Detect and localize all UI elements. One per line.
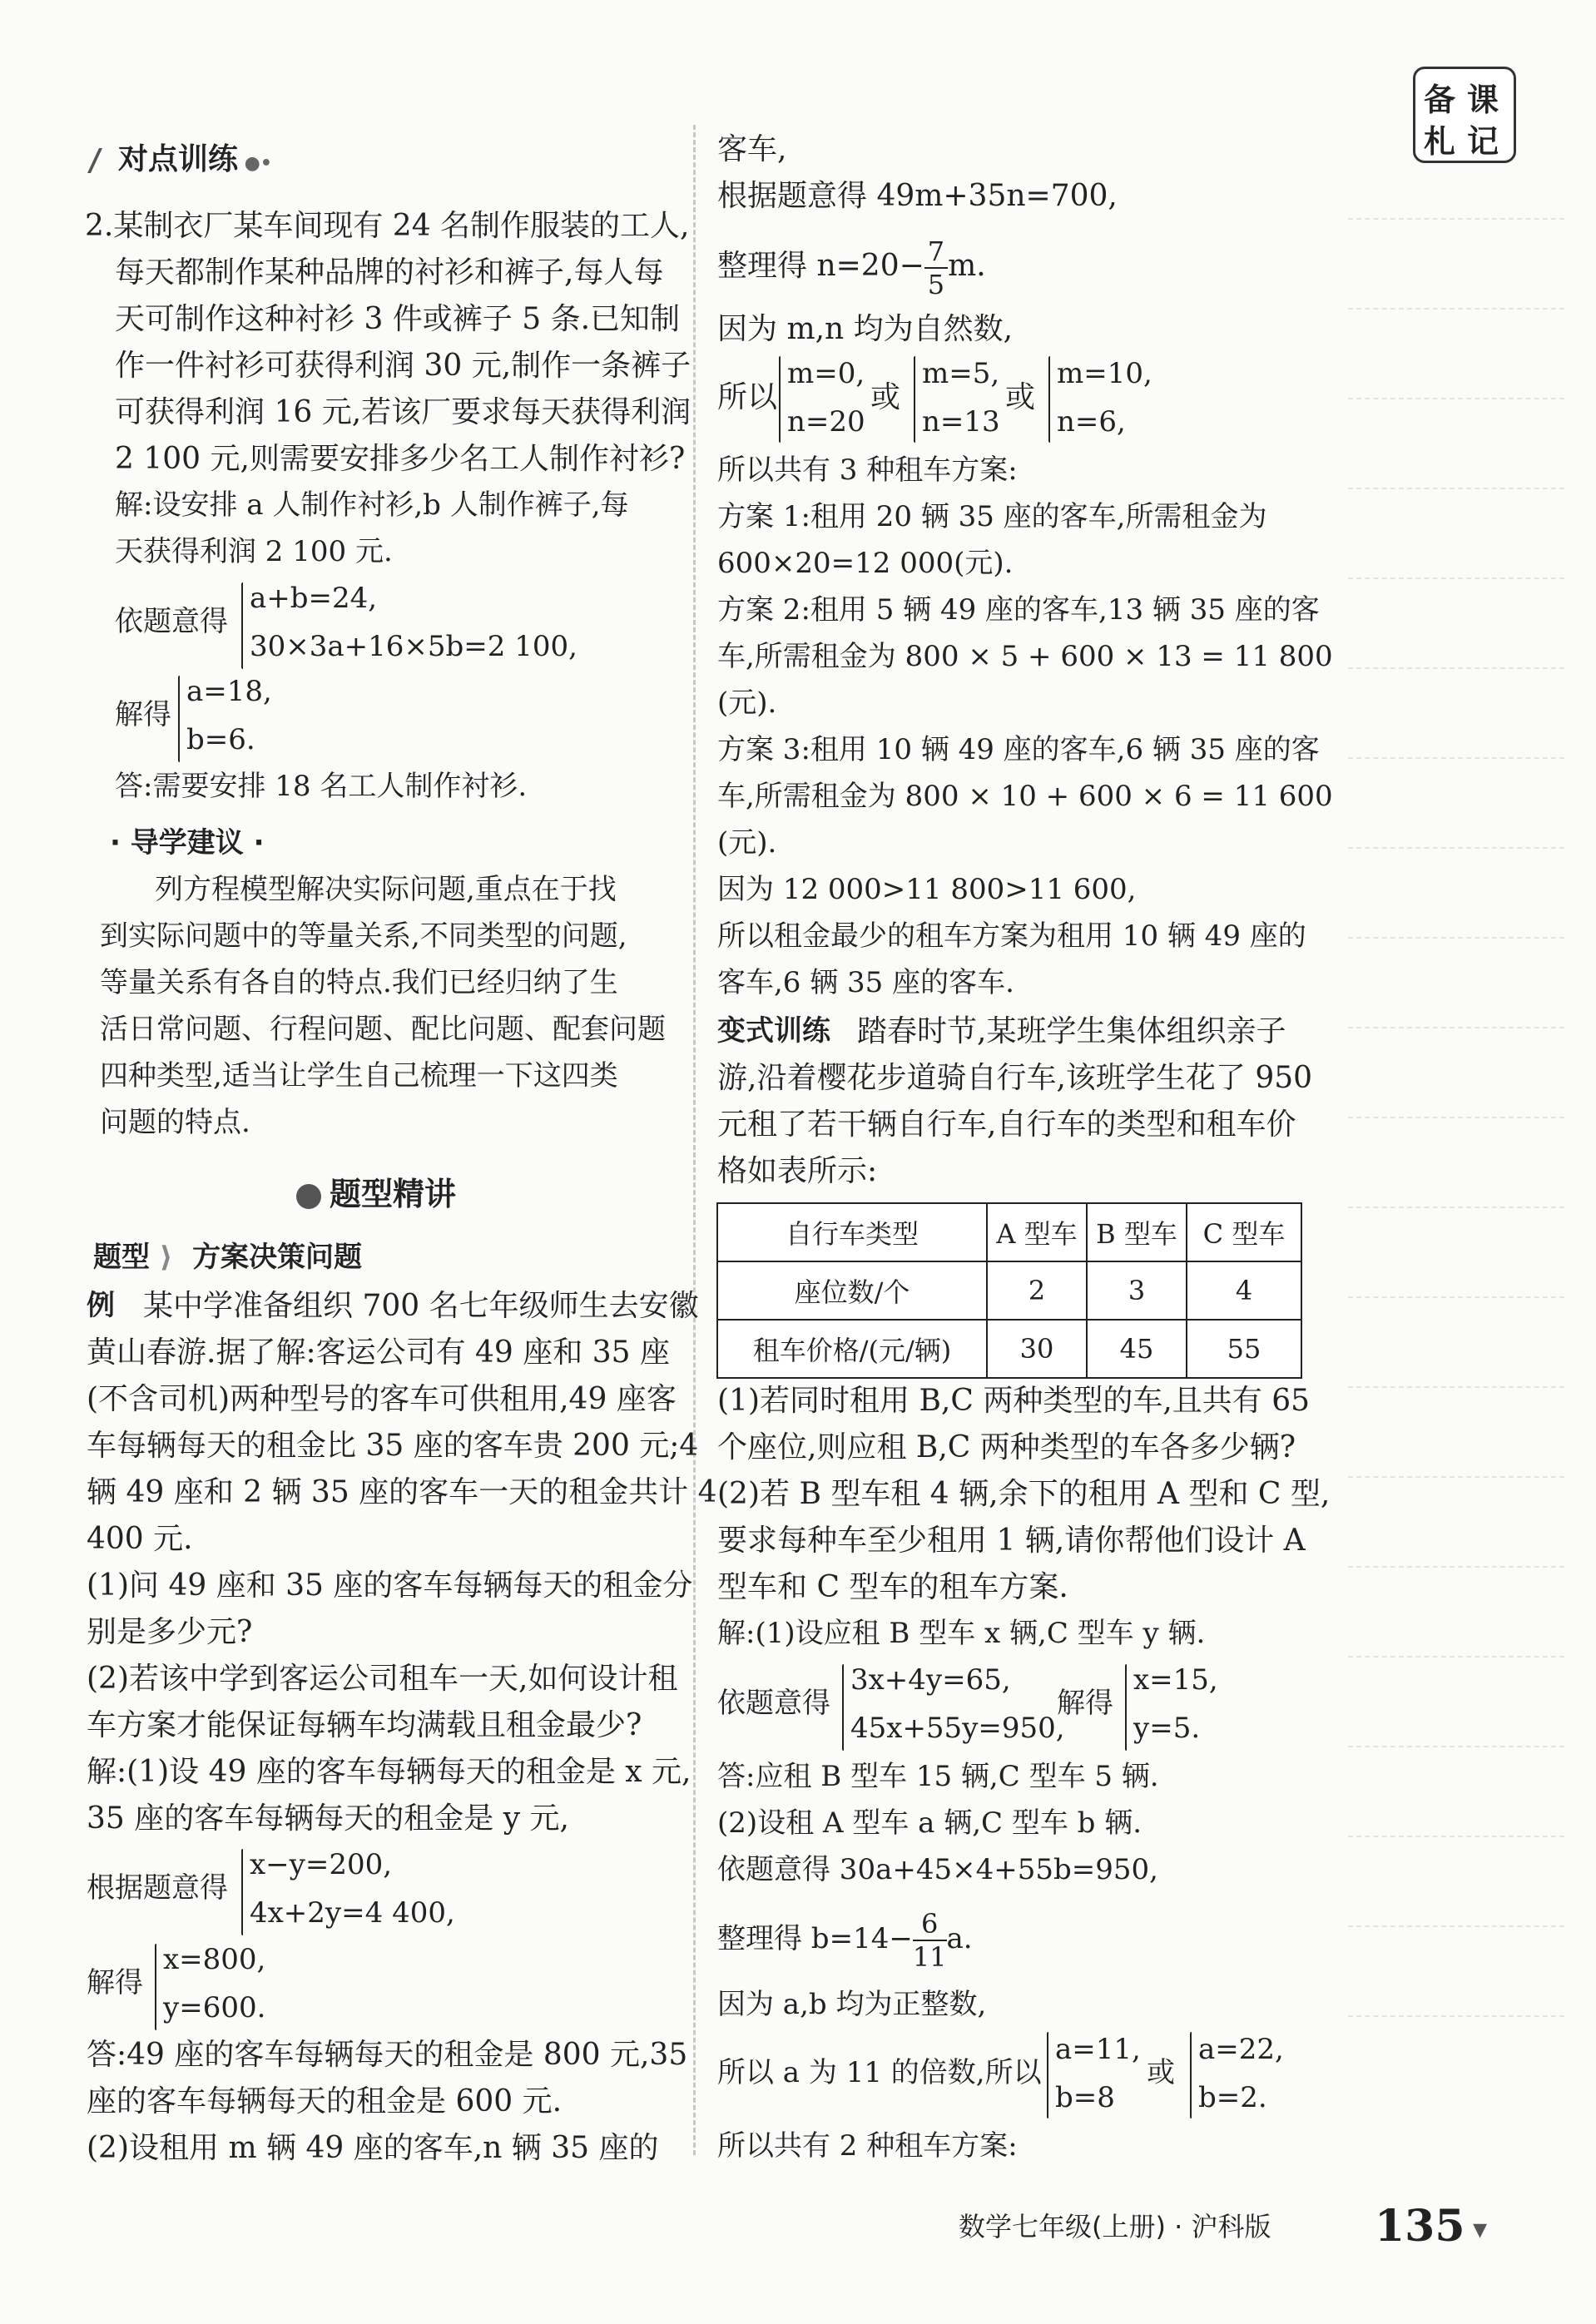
logo-char: 札: [1424, 123, 1456, 160]
example-line: 黄山春游.据了解:客运公司有 49 座和 35 座: [87, 1335, 670, 1370]
guide-line: 问题的特点.: [100, 1106, 250, 1139]
system-label: 根据题意得: [87, 1871, 228, 1905]
solution-line: 依题意得 30a+45×4+55b=950,: [717, 1853, 1158, 1886]
pencil-icon: [87, 148, 117, 173]
equation: b=6.: [186, 723, 255, 756]
equation: x−y=200,: [250, 1848, 393, 1881]
answer-line: 座的客车每辆每天的租金是 600 元.: [87, 2084, 563, 2118]
problem2-line: 可获得利润 16 元,若该厂要求每天获得利润: [115, 395, 691, 429]
guide-line: 到实际问题中的等量关系,不同类型的问题,: [100, 919, 627, 953]
table-row: [717, 1261, 1301, 1320]
type-heading: 题型 ⟩ 方案决策问题: [93, 1241, 363, 1274]
fraction: [912, 1908, 947, 1973]
example-line: 解:(1)设 49 座的客车每辆每天的租金是 x 元,: [87, 1755, 691, 1789]
table-cell: A 型车: [987, 1203, 1087, 1261]
question-line: 个座位,则应租 B,C 两种类型的车各多少辆?: [717, 1430, 1296, 1464]
table-cell: 座位数/个: [717, 1261, 987, 1320]
plan-line: 客车,6 辆 35 座的客车.: [717, 966, 1014, 999]
brace: [155, 1944, 156, 2030]
problem2-line: 每天都制作某种品牌的衬衫和裤子,每人每: [115, 255, 664, 290]
fraction: [924, 235, 948, 300]
system-label: 依题意得: [115, 605, 228, 638]
example-line: (不含司机)两种型号的客车可供租用,49 座客: [87, 1382, 677, 1416]
answer-line: 答:需要安排 18 名工人制作衬衫.: [115, 770, 528, 803]
table-cell: 55: [1187, 1320, 1301, 1378]
solution-line: (2)设租用 m 辆 49 座的客车,n 辆 35 座的: [87, 2131, 659, 2165]
equation: 30×3a+16×5b=2 100,: [250, 630, 577, 663]
logo-char: 记: [1467, 123, 1499, 160]
equation: a=22,: [1198, 2033, 1284, 2066]
equation: a=18,: [186, 675, 272, 708]
section-icon: [296, 1184, 321, 1209]
logo-char: 课: [1467, 82, 1499, 118]
solution-line: 因为 m,n 均为自然数,: [717, 312, 1014, 346]
brace: [914, 356, 915, 443]
brace: [178, 676, 180, 762]
example-line: 车每辆每天的租金比 35 座的客车贵 200 元;4: [87, 1429, 699, 1463]
problem2-line: 天可制作这种衬衫 3 件或裤子 5 条.已知制: [115, 302, 681, 336]
system-label: 所以 a 为 11 的倍数,所以: [717, 2056, 1042, 2089]
table-cell: 2: [987, 1261, 1087, 1320]
variant-line: 格如表所示:: [717, 1154, 878, 1188]
fraction-suffix: m.: [948, 249, 986, 283]
fraction-line: [717, 1908, 973, 1973]
equation: 45x+55y=950,: [850, 1712, 1065, 1745]
numerator: 7: [924, 238, 948, 269]
brace: [1048, 356, 1050, 443]
example-label: 例: [87, 1289, 115, 1322]
solution-line: (2)设租 A 型车 a 辆,C 型车 b 辆.: [717, 1806, 1142, 1840]
plan-line: 所以共有 3 种租车方案:: [717, 453, 1018, 487]
guide-heading: · 导学建议 ·: [110, 826, 265, 860]
plan-line: 所以租金最少的租车方案为租用 10 辆 49 座的: [717, 919, 1306, 953]
table-header-row: [717, 1203, 1301, 1261]
equation: 4x+2y=4 400,: [250, 1896, 455, 1930]
example-line: 35 座的客车每辆每天的租金是 y 元,: [87, 1801, 569, 1836]
question-line: 要求每种车至少租用 1 辆,请你帮他们设计 A: [717, 1524, 1306, 1558]
problem2-line: 作一件衬衫可获得利润 30 元,制作一条裤子: [115, 349, 691, 383]
example-line: 某中学准备组织 700 名七年级师生去安徽: [143, 1289, 699, 1323]
question-line: 型车和 C 型车的租车方案.: [717, 1570, 1068, 1604]
type-title: 方案决策问题: [192, 1241, 363, 1274]
numerator: 6: [913, 1910, 947, 1941]
equation: x=800,: [163, 1943, 266, 1976]
table-cell: 3: [1087, 1261, 1187, 1320]
example-line: 别是多少元?: [87, 1615, 253, 1649]
corner-arrow-icon: ▾: [1473, 2213, 1488, 2246]
solution-line: 所以共有 2 种租车方案:: [717, 2129, 1018, 2163]
system-label: 所以: [717, 380, 778, 414]
brace: [241, 1849, 243, 1935]
example-line: 辆 49 座和 2 辆 35 座的客车一天的租金共计 4: [87, 1475, 717, 1509]
equation: a+b=24,: [250, 582, 378, 615]
equation: y=5.: [1133, 1712, 1201, 1745]
table-cell: 租车价格/(元/辆): [717, 1320, 987, 1378]
bike-rental-table: [716, 1202, 1302, 1379]
plan-line: 车,所需租金为 800 × 10 + 600 × 6 = 11 600: [717, 780, 1333, 813]
equation: b=8: [1055, 2081, 1115, 2114]
equation: n=13: [922, 405, 1000, 439]
example-line: 400 元.: [87, 1522, 193, 1556]
equation: m=5,: [922, 357, 1000, 390]
problem2-line: 2.某制衣厂某车间现有 24 名制作服装的工人,: [85, 209, 690, 243]
solution-line: 根据题意得 49m+35n=700,: [717, 179, 1118, 213]
plan-line: 方案 3:租用 10 辆 49 座的客车,6 辆 35 座的客: [717, 733, 1320, 766]
problem2-line: 2 100 元,则需要安排多少名工人制作衬衫?: [115, 442, 686, 476]
drill-heading-text: 对点训练: [118, 142, 239, 176]
variant-line: 元租了若干辆自行车,自行车的类型和租车价: [717, 1107, 1296, 1142]
question-line: (1)若同时租用 B,C 两种类型的车,且共有 65: [717, 1384, 1311, 1418]
plan-line: (元).: [717, 826, 777, 860]
brace: [1190, 2032, 1192, 2118]
brace: [241, 582, 243, 669]
equation: 3x+4y=65,: [850, 1663, 1011, 1697]
result-label: 解得: [115, 698, 171, 731]
denominator: 11: [912, 1941, 947, 1973]
example-line: 车方案才能保证每辆车均满载且租金最少?: [87, 1708, 642, 1742]
solution-line: 天获得利润 2 100 元.: [115, 535, 393, 568]
system-label: 依题意得: [717, 1687, 830, 1720]
plan-line: 车,所需租金为 800 × 5 + 600 × 13 = 11 800: [717, 640, 1333, 673]
equation: x=15,: [1133, 1663, 1218, 1697]
table-cell: 自行车类型: [717, 1203, 987, 1261]
solution-line: 解:设安排 a 人制作衬衫,b 人制作裤子,每: [115, 488, 629, 522]
denominator: 5: [927, 269, 945, 300]
solution-line: 解:(1)设应租 B 型车 x 辆,C 型车 y 辆.: [717, 1617, 1206, 1650]
table-cell: B 型车: [1087, 1203, 1187, 1261]
example-line: (1)问 49 座和 35 座的客车每辆每天的租金分: [87, 1568, 693, 1603]
or-text: 或: [1147, 2056, 1175, 2089]
answer-line: 答:49 座的客车每辆每天的租金是 800 元,35: [87, 2038, 688, 2072]
table-cell: 45: [1087, 1320, 1187, 1378]
brace: [1047, 2032, 1048, 2118]
solution-line: 客车,: [717, 132, 787, 166]
result-label: 解得: [1057, 1687, 1113, 1720]
brace: [842, 1664, 844, 1751]
equation: a=11,: [1055, 2033, 1141, 2066]
equation: n=6,: [1057, 405, 1126, 439]
equation: m=10,: [1057, 357, 1152, 390]
column-divider: [693, 125, 696, 2155]
plan-line: 方案 2:租用 5 辆 49 座的客车,13 辆 35 座的客: [717, 593, 1320, 627]
table-cell: C 型车: [1187, 1203, 1301, 1261]
type-label: 题型: [93, 1241, 150, 1274]
section-heading: [296, 1178, 456, 1210]
guide-line: 等量关系有各自的特点.我们已经归纳了生: [100, 966, 618, 999]
brace: [779, 356, 781, 443]
logo-char: 备: [1424, 82, 1456, 118]
notes-logo: [1413, 67, 1516, 163]
plan-line: 因为 12 000>11 800>11 600,: [717, 873, 1137, 906]
result-label: 解得: [87, 1966, 143, 1999]
equation: y=600.: [163, 1991, 266, 2024]
guide-line: 四种类型,适当让学生自己梳理一下这四类: [100, 1059, 618, 1093]
solution-line: 答:应租 B 型车 15 辆,C 型车 5 辆.: [717, 1760, 1159, 1793]
drill-heading: 对点训练 ●•: [93, 145, 272, 175]
plan-line: 方案 1:租用 20 辆 35 座的客车,所需租金为: [717, 500, 1267, 533]
guide-line: 活日常问题、行程问题、配比问题、配套问题: [100, 1013, 666, 1046]
or-text: 或: [1005, 380, 1036, 414]
fraction-suffix: a.: [946, 1922, 973, 1955]
fraction-prefix: 整理得 b=14−: [717, 1922, 913, 1955]
variant-label: 变式训练: [717, 1014, 830, 1048]
table-row: [717, 1320, 1301, 1378]
equation: b=2.: [1198, 2081, 1267, 2114]
variant-line: 踏春时节,某班学生集体组织亲子: [857, 1014, 1286, 1048]
plan-line: 600×20=12 000(元).: [717, 547, 1014, 580]
table-cell: 4: [1187, 1261, 1301, 1320]
book-title: 数学七年级(上册) · 沪科版: [959, 2211, 1271, 2242]
section-heading-text: 题型精讲: [330, 1176, 457, 1212]
solution-line: 因为 a,b 均为正整数,: [717, 1988, 987, 2021]
equation: n=20: [787, 405, 865, 439]
equation: m=0,: [787, 357, 865, 390]
question-line: (2)若 B 型车租 4 辆,余下的租用 A 型和 C 型,: [717, 1477, 1331, 1511]
table-cell: 30: [987, 1320, 1087, 1378]
variant-line: 游,沿着樱花步道骑自行车,该班学生花了 950: [717, 1061, 1313, 1095]
guide-line: 列方程模型解决实际问题,重点在于找: [155, 873, 617, 906]
fraction-prefix: 整理得 n=20−: [717, 249, 924, 283]
or-text: 或: [870, 380, 901, 414]
example-line: (2)若该中学到客运公司租车一天,如何设计租: [87, 1662, 678, 1696]
brace: [1125, 1664, 1127, 1751]
page-number: 135: [1375, 2201, 1465, 2252]
fraction-line: [717, 235, 986, 300]
plan-line: (元).: [717, 686, 777, 720]
